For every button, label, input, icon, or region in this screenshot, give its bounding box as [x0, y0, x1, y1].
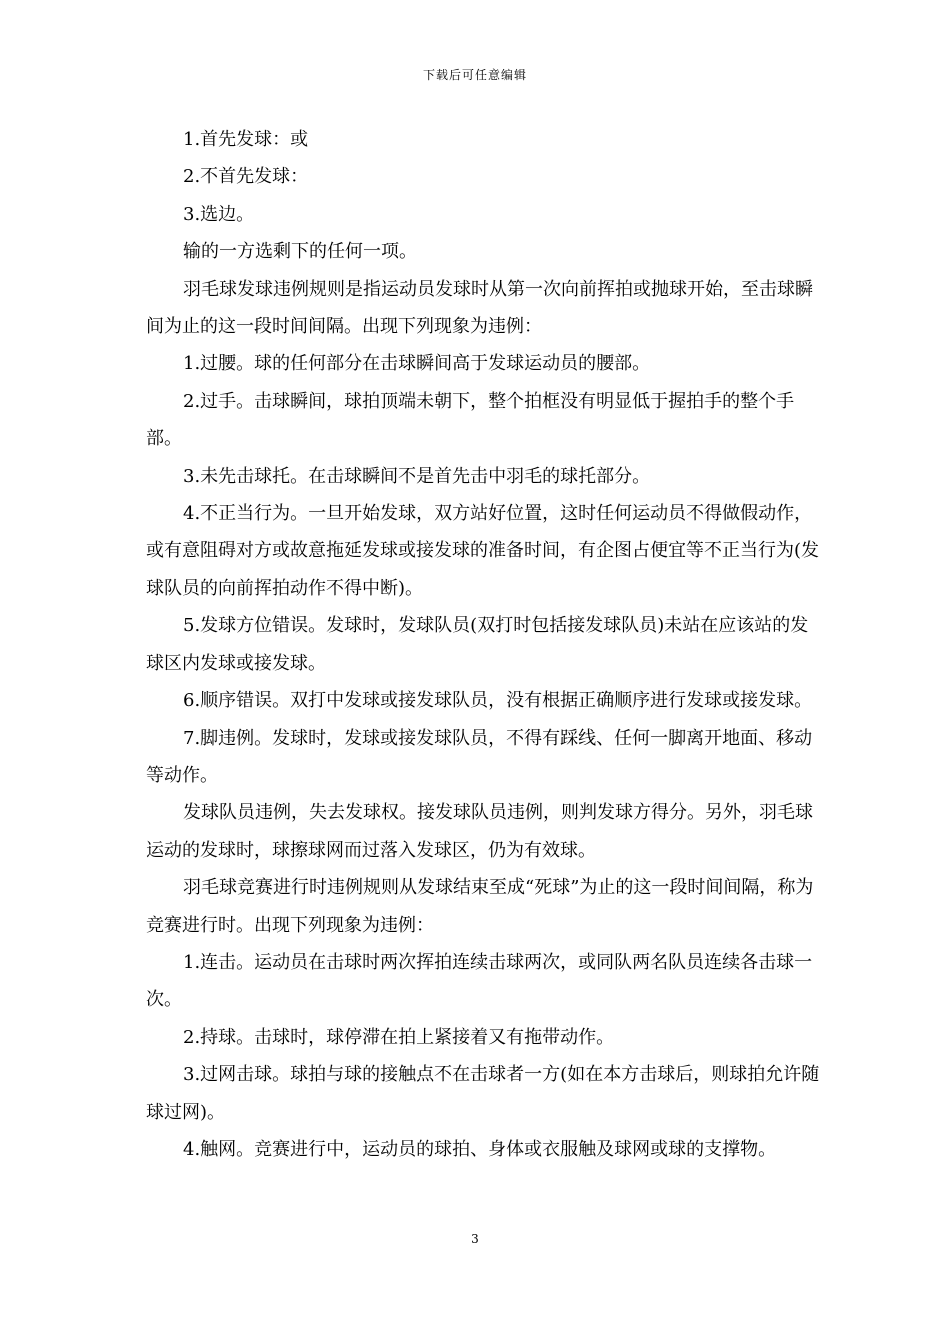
document-body: [146, 121, 820, 1168]
paragraph: 3.未先击球托。在击球瞬间不是首先击中羽毛的球托部分。: [183, 465, 651, 487]
paragraph: 6.顺序错误。双打中发球或接发球队员，没有根据正确顺序进行发球或接发球。: [183, 690, 813, 712]
paragraph: 羽毛球发球违例规则是指运动员发球时从第一次向前挥拍或抛球开始，至击球瞬间为止的这一段时间间隔。出现下列现象为违例：: [146, 278, 813, 338]
paragraph: 1.连击。运动员在击球时两次挥拍连续击球两次，或同队两名队员连续各击球一次。: [146, 951, 813, 1011]
paragraph: 4.触网。竞赛进行中，运动员的球拍、身体或衣服触及球网或球的支撑物。: [183, 1138, 777, 1160]
paragraph: 2.不首先发球：: [183, 166, 309, 188]
paragraph: 1.首先发球：或: [183, 129, 309, 150]
paragraph: 1.过腰。球的任何部分在击球瞬间高于发球运动员的腰部。: [183, 353, 651, 375]
paragraph: 4.不正当行为。一旦开始发球，双方站好位置，这时任何运动员不得做假动作，或有意阻碍对方或故意拖延发球或接发球的准备时间，有企图占便宜等不正当行为(发球队员的向前挥拍动作不得中断)。: [146, 503, 820, 599]
paragraph: 2.持球。击球时，球停滞在拍上紧接着又有拖带动作。: [183, 1026, 615, 1048]
page-header: 下载后可任意编辑: [422, 68, 527, 82]
paragraph: 2.过手。击球瞬间，球拍顶端未朝下，整个拍框没有明显低于握拍手的整个手部。: [146, 390, 795, 450]
paragraph: 5.发球方位错误。发球时，发球队员(双打时包括接发球队员)未站在应该站的发球区内发球或接发球。: [146, 615, 809, 674]
paragraph: 3.过网击球。球拍与球的接触点不在击球者一方(如在本方击球后，则球拍允许随球过网)。: [146, 1064, 820, 1123]
paragraph: 羽毛球竞赛进行时违例规则从发球结束至成“死球”为止的这一段时间间隔，称为竞赛进行时。出现下列现象为违例：: [146, 877, 814, 936]
paragraph: 7.脚违例。发球时，发球或接发球队员，不得有踩线、任何一脚离开地面、移动等动作。: [146, 727, 813, 786]
paragraph: 输的一方选剩下的任何一项。: [183, 241, 417, 263]
paragraph: 3.选边。: [183, 203, 255, 225]
page-number: 3: [471, 1232, 479, 1246]
paragraph: 发球队员违例，失去发球权。接发球队员违例，则判发球方得分。另外，羽毛球运动的发球时，球擦球网而过落入发球区，仍为有效球。: [146, 802, 813, 861]
